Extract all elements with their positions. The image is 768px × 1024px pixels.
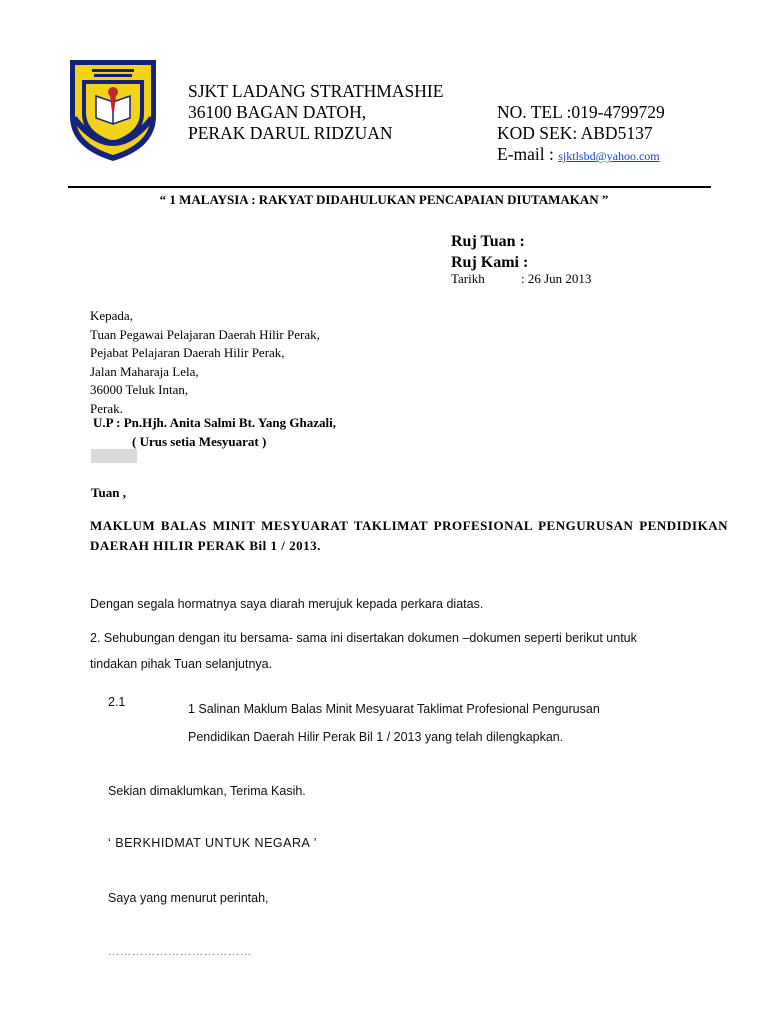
school-address-line: 36100 BAGAN DATOH, — [188, 102, 367, 122]
recipient-line: Tuan Pegawai Pelajaran Daerah Hilir Perak, — [90, 326, 320, 342]
sign-off: Saya yang menurut perintah, — [108, 891, 269, 905]
reference-block — [451, 231, 528, 273]
service-motto: ‘ BERKHIDMAT UNTUK NEGARA ’ — [108, 836, 317, 850]
recipient-line: Jalan Maharaja Lela, — [90, 363, 199, 379]
date-line — [451, 271, 591, 287]
recipient-line: Kepada, — [90, 308, 133, 323]
recipient-line: Perak. — [90, 400, 123, 416]
telephone: NO. TEL :019-4799729 — [497, 102, 665, 122]
signature-line: ……………………………… — [108, 946, 252, 958]
paragraph-2 — [90, 625, 637, 677]
date-label: Tarikh — [451, 271, 485, 286]
ruj-kami: Ruj Kami : — [451, 254, 529, 271]
item-line: Pendidikan Daerah Hilir Perak Bil 1 / 2013 yang telah dilengkapkan. — [188, 730, 564, 744]
email-label: E-mail : — [497, 144, 554, 164]
date-value: : 26 Jun 2013 — [521, 271, 592, 286]
ruj-tuan: Ruj Tuan : — [451, 233, 525, 250]
school-name: SJKT LADANG STRATHMASHIE — [188, 81, 444, 101]
item-line: 1 Salinan Maklum Balas Minit Mesyuarat Taklimat Profesional Pengurusan — [188, 702, 600, 716]
school-crest-logo — [66, 56, 160, 164]
item-text — [188, 695, 600, 751]
school-address-line: PERAK DARUL RIDZUAN — [188, 123, 393, 143]
school-address — [188, 81, 443, 144]
item-number: 2.1 — [108, 695, 126, 709]
paragraph-2-line: 2. Sehubungan dengan itu bersama- sama ini disertakan dokumen –dokumen seperti berikut untuk — [90, 631, 637, 645]
redacted-block — [91, 449, 137, 463]
recipient-address — [90, 307, 320, 418]
email-line — [497, 144, 660, 165]
attention-role: ( Urus setia Mesyuarat ) — [132, 433, 267, 449]
salutation: Tuan , — [91, 485, 126, 500]
recipient-line: Pejabat Pelajaran Daerah Hilir Perak, — [90, 345, 285, 360]
closing-line: Sekian dimaklumkan, Terima Kasih. — [108, 784, 306, 798]
school-code: KOD SEK: ABD5137 — [497, 123, 653, 143]
paragraph-1: Dengan segala hormatnya saya diarah merujuk kepada perkara diatas. — [90, 597, 484, 611]
recipient-line: 36000 Teluk Intan, — [90, 382, 189, 397]
national-motto: “ 1 MALAYSIA : RAKYAT DIDAHULUKAN PENCAPAIAN DIUTAMAKAN ” — [159, 192, 609, 207]
attention-name: U.P : Pn.Hjh. Anita Salmi Bt. Yang Ghazali, — [93, 415, 336, 430]
email-link[interactable]: sjktlsbd@yahoo.com — [558, 149, 660, 163]
attention-block — [93, 414, 336, 451]
school-contact — [497, 102, 665, 144]
letter-subject: MAKLUM BALAS MINIT MESYUARAT TAKLIMAT PROFESIONAL PENGURUSAN PENDIDIKAN DAERAH HILIR PERAK Bil 1 / 2013. — [90, 518, 728, 553]
letterhead-divider — [68, 186, 711, 188]
paragraph-2-line: tindakan pihak Tuan selanjutnya. — [90, 657, 273, 671]
